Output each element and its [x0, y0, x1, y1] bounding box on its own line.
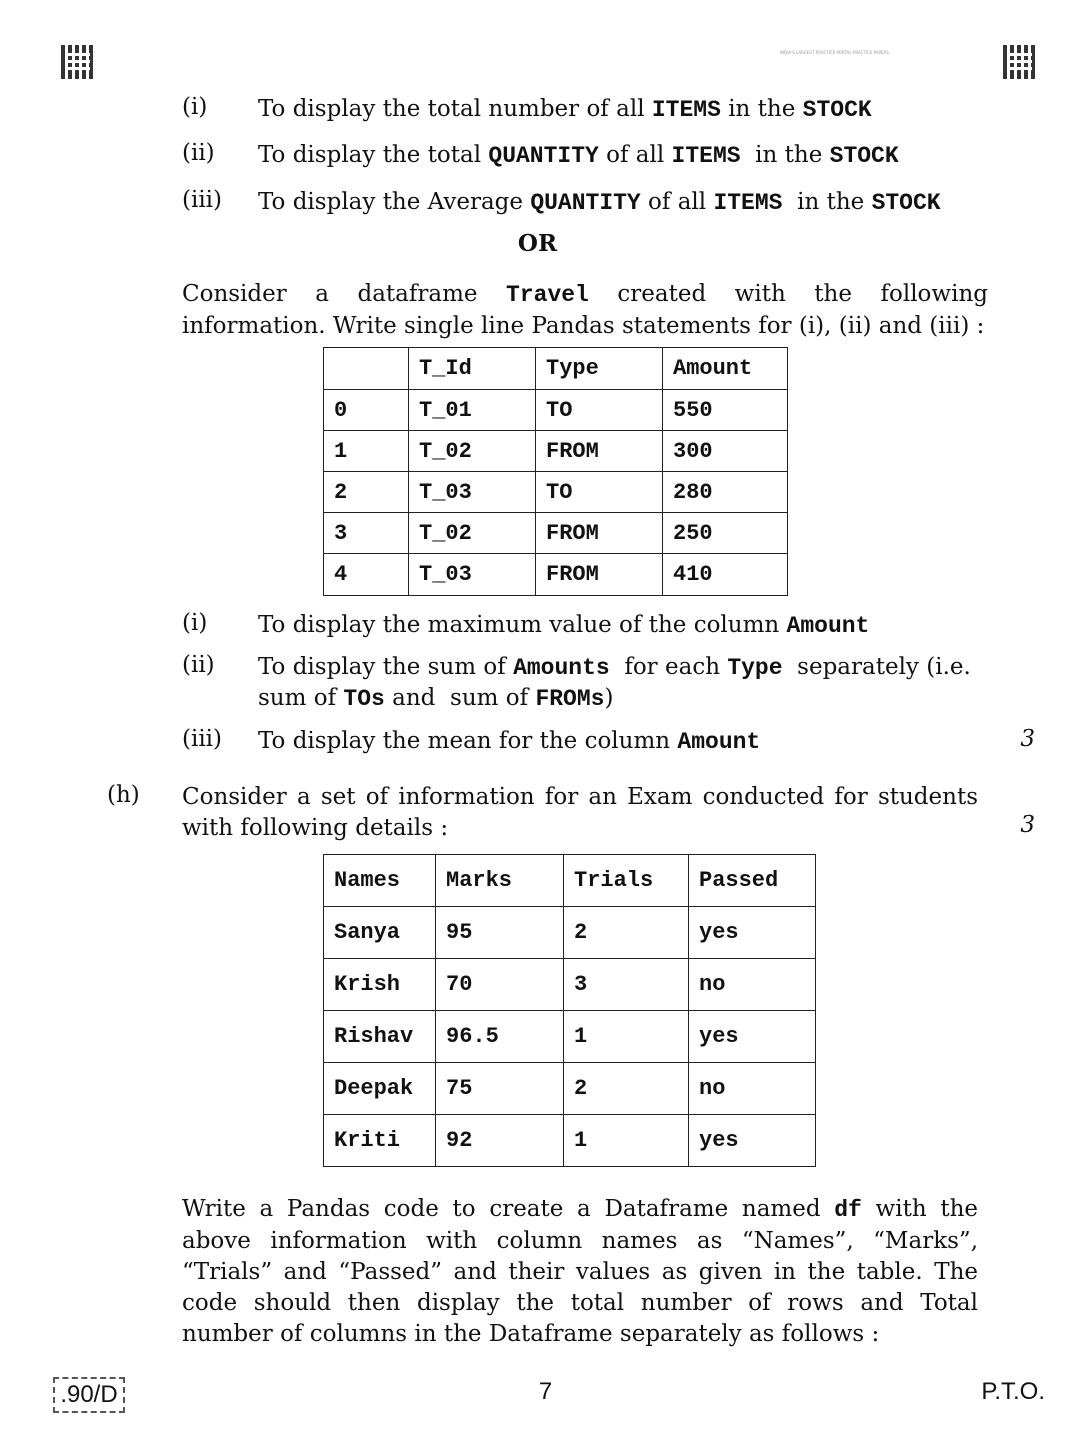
final-instructions: Write a Pandas code to create a Dataframe named df with the above information with column names as “Names”, “Marks”, “Trials” and “Passed” and their values as given in the table. The code should then display the total number of rows and Total number of columns in the Dataframe separately as follows : — [182, 1196, 978, 1347]
marks-value: 3 — [1020, 726, 1035, 752]
pto-label: P.T.O. — [981, 1378, 1045, 1405]
travel-intro: Consider a dataframe Travel created with the following information. Write single line Pandas statements for (i), (ii) and (iii) : — [182, 281, 988, 339]
question-text: Consider a set of information for an Exam conducted for students with following details : — [182, 784, 978, 841]
travel-table — [323, 347, 788, 596]
page-number: 7 — [538, 1378, 553, 1405]
table-row: Kriti 92 1 yes — [324, 1115, 816, 1167]
or-heading: OR — [517, 230, 558, 257]
question-label: (h) — [107, 782, 140, 808]
exam-table — [323, 854, 816, 1167]
marks-value: 3 — [1020, 812, 1035, 838]
table-row: 2 T_03 TO 280 — [324, 472, 788, 513]
table-row: 0 T_01 TO 550 — [324, 390, 788, 431]
table-row: Sanya 95 2 yes — [324, 907, 816, 959]
paper-code: .90/D — [53, 1377, 125, 1413]
table-row: Deepak 75 2 no — [324, 1063, 816, 1115]
header-watermark: INDIA'S LARGEST PRACTICE PORTAL PRACTICE PAPERS — [780, 50, 889, 55]
exam-table-header: Names Marks Trials Passed — [324, 855, 816, 907]
qr-code-left-icon — [61, 45, 95, 79]
table-row: 3 T_02 FROM 250 — [324, 513, 788, 554]
qr-code-right-icon — [1003, 45, 1037, 79]
table-row: 4 T_03 FROM 410 — [324, 554, 788, 596]
table-row: Rishav 96.5 1 yes — [324, 1011, 816, 1063]
table-row: Krish 70 3 no — [324, 959, 816, 1011]
travel-table-header: T_Id Type Amount — [324, 348, 788, 390]
table-row: 1 T_02 FROM 300 — [324, 431, 788, 472]
